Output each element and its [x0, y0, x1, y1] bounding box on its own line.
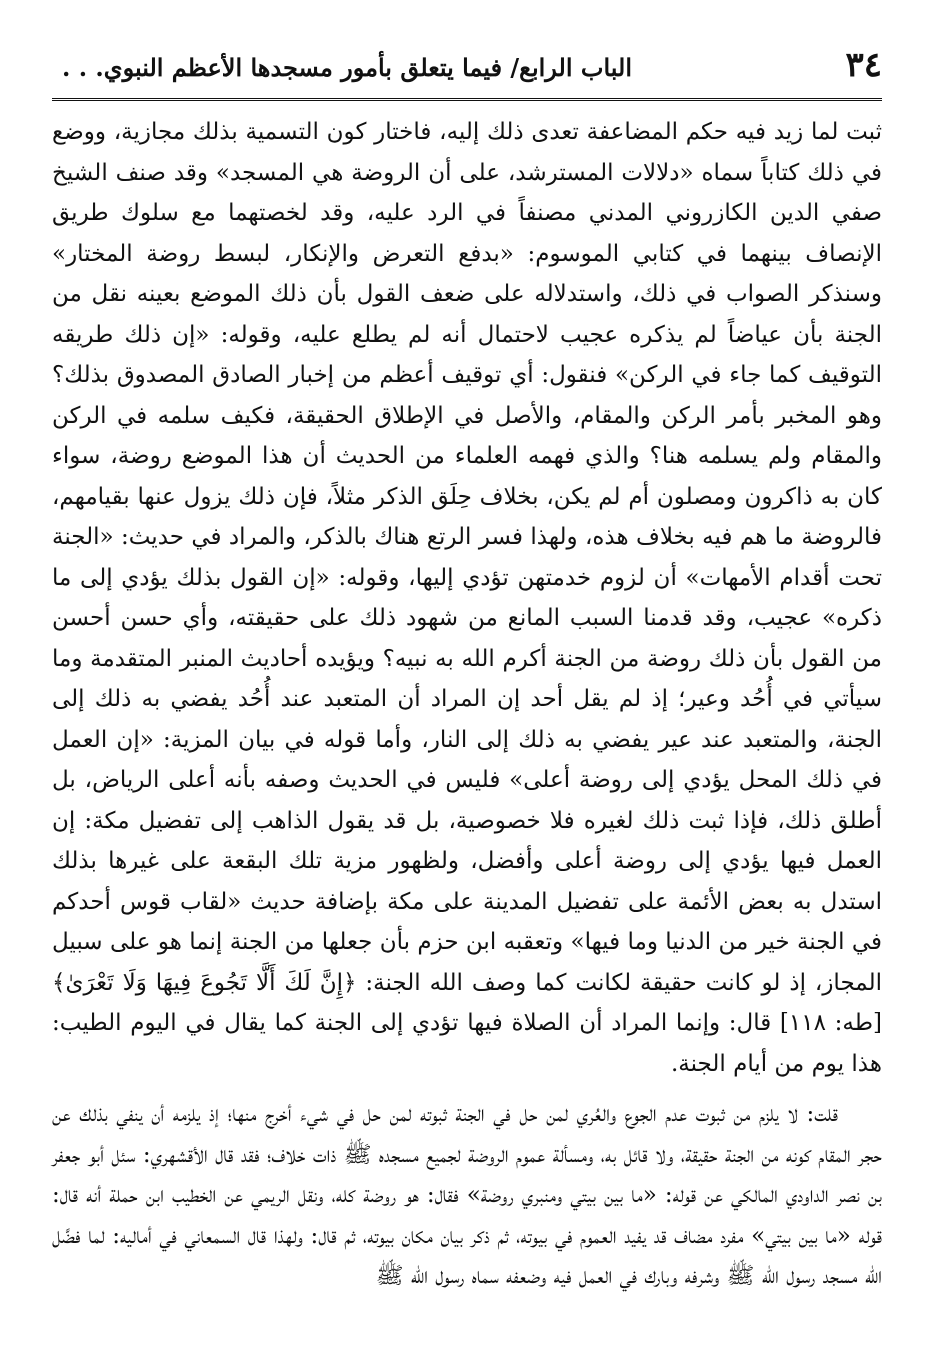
paragraph: قلت: لا يلزم من ثبوت عدم الجوع والعُري لمن حل في الجنة ثبوته لمن حل في شيء أخرج منها؛ إذ يلزمه أن ينفي بذلك عن حجر المقام كونه من الجنة حقيقة، ولا قائل به، ومسألة عموم الروضة لجميع مسجده ﷺ ذات خلاف؛ فقد قال الأقشهري: سئل أبو جعفر بن نصر الداودي المالكي عن قوله: «ما بين بيتي ومنبري روضة» فقال: هو روضة كله، ونقل الريمي عن الخطيب ابن حملة أنه قال: قوله «ما بين بيتي» مفرد مضاف قد يفيد العموم في بيوته، ثم ذكر بيان مكان بيوته، ثم قال: ولهذا قال السمعاني في أماليه: لما فضَّل الله مسجد رسول الله ﷺ وشرفه وبارك في العمل فيه وضعفه سماه رسول الله ﷺ	[52, 1101, 882, 1289]
body-text	[52, 112, 882, 1297]
running-title: الباب الرابع/ فيما يتعلق بأمور مسجدها الأعظم النبوي. . .	[62, 53, 633, 82]
paragraph: ثبت لما زيد فيه حكم المضاعفة تعدى ذلك إليه، فاختار كون التسمية بذلك مجازية، ووضع في ذلك كتاباً سماه «دلالات المسترشد، على أن الروضة هي المسجد» وقد صنف الشيخ صفي الدين الكازروني المدني مصنفاً في الرد عليه، وقد لخصتهما مع سلوك طريق الإنصاف بينهما في كتابي الموسوم: «بدفع التعرض والإنكار، لبسط روضة المختار» وسنذكر الصواب في ذلك، واستدلاله على ضعف القول بأن ذلك الموضع بعينه نقل من الجنة بأن عياضاً لم يذكره عجيب لاحتمال أنه لم يطلع عليه، وقوله: «إن ذلك طريقه التوقيف كما جاء في الركن» فنقول: أي توقيف أعظم من إخبار الصادق المصدوق بذلك؟ وهو المخبر بأمر الركن والمقام، والأصل في الإطلاق الحقيقة، فكيف سلمه في الركن والمقام ولم يسلمه هنا؟ والذي فهمه العلماء من الحديث أن هذا الموضع روضة، سواء كان به ذاكرون ومصلون أم لم يكن، بخلاف حِلَق الذكر مثلاً، فإن ذلك يزول عنها بقيامهم، فالروضة ما هم فيه بخلاف هذه، ولهذا فسر الرتع هناك بالذكر، والمراد في حديث: «الجنة تحت أقدام الأمهات» أن لزوم خدمتهن تؤدي إليها، وقوله: «إن القول بذلك يؤدي إلى ما ذكره» عجيب، وقد قدمنا السبب المانع من شهود ذلك على حقيقته، وأي حسن أحسن من القول بأن ذلك روضة من الجنة أكرم الله به نبيه؟ ويؤيده أحاديث المنبر المتقدمة وما سيأتي في أُحُد وعير؛ إذ لم يقل أحد إن المراد أن المتعبد عند أُحُد يفضي به ذلك إلى الجنة، والمتعبد عند عير يفضي به ذلك إلى النار، وأما قوله في بيان المزية: «إن العمل في ذلك المحل يؤدي إلى روضة أعلى» فليس في الحديث وصفه بأنه أعلى الرياض، بل أطلق ذلك، فإذا ثبت ذلك لغيره فلا خصوصية، بل قد يقول الذاهب إلى تفضيل مكة: إن العمل فيها يؤدي إلى روضة أعلى وأفضل، ولظهور مزية تلك البقعة على غيرها بذلك استدل به بعض الأئمة على تفضيل المدينة على مكة بإضافة حديث «لقاب قوس أحدكم في الجنة خير من الدنيا وما فيها» وتعقبه ابن حزم بأن جعلها من الجنة إنما هو على سبيل المجاز، إذ لو كانت حقيقة لكانت كما وصف الله الجنة: ﴿إِنَّ لَكَ أَلَّا تَجُوعَ فِيهَا وَلَا تَعْرَىٰ﴾ [طه: ١١٨] قال: وإنما المراد أن الصلاة فيها تؤدي إلى الجنة كما يقال في اليوم الطيب: هذا يوم من أيام الجنة.	[52, 119, 882, 1077]
page-number: ٣٤	[845, 45, 882, 85]
page-header	[52, 42, 882, 94]
header-rule	[52, 98, 882, 101]
